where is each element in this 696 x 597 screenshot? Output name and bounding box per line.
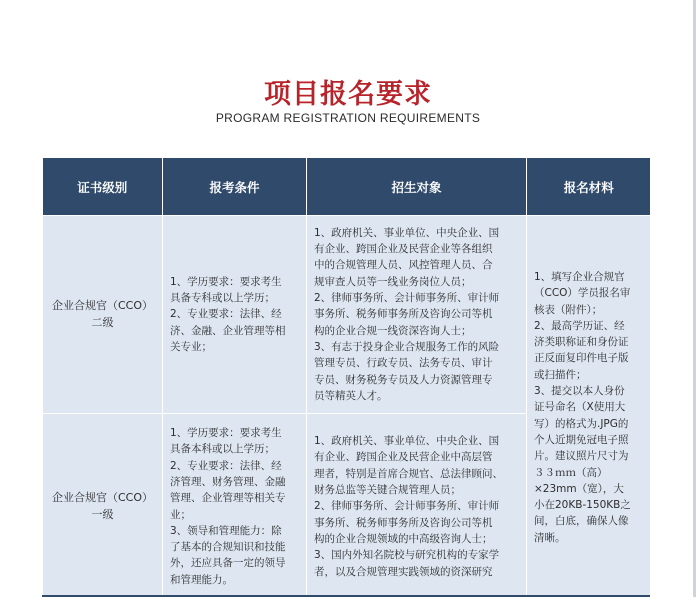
cert-level-cell — [43, 414, 163, 597]
conditions-text: 1、学历要求：要求考生 具备本科或以上学历； 2、专业要求：法律、经 济管理、财务管理、金融 管理、企业管理等相关专 业； 3、领导和管理能力：除 了基本的合规知识和技能 外，还应具备一定的领导 和管理能力。 — [170, 427, 286, 586]
targets-text: 1、政府机关、事业单位、中央企业、国 有企业、跨国企业及民营企业等各组织 中的合规管理人员、风控管理人员、合 规审查人员等一线业务岗位人员； 2、律师事务所、会计师事务所、审计师 事务所、税务师事务所及咨询公司等机 构的企业合规一线资深咨询人士； 3、有志于投身企业合规服务工作的风险 管理专员、行政专员、法务专员、审计 专员、财务税务专员及人力资源管理专 员等精英人才。 — [314, 226, 500, 402]
page-title: 项目报名要求 — [264, 79, 432, 110]
targets-cell — [307, 414, 527, 597]
header-materials: 报名材料 — [527, 158, 651, 216]
requirements-table-container — [42, 158, 650, 597]
materials-text: 1、填写企业合规官 （CCO）学员报名审 核表（附件）； 2、最高学历证、经 济类职称证和身份证 正反面复印件电子版 或扫描件； 3、提交以本人身份 证号命名（X使用大 写）的格式为.JPG的 个人近期免冠电子照 片。建议照片尺寸为 ３３ｍｍ（高） ×23mm（宽），大 小在20KB-150KB之 间，白底，确保人像 清晰。 — [534, 270, 631, 544]
targets-text: 1、政府机关、事业单位、中央企业、国 有企业、跨国企业及民营企业中高层管 理者，特别是首席合规官、总法律顾问、 财务总监等关键合规管理人员； 2、律师事务所、会计师事务所、审计师 事务所、税务师事务所及咨询公司等机 构的企业合规领域的中高级咨询人士； 3、国内外知名院校与研究机构的专家学 者，以及合规管理实践领域的资深研究 — [314, 435, 503, 578]
cert-level-text: 企业合规官（CCO） 一级 — [51, 491, 154, 521]
requirements-table — [42, 158, 650, 597]
conditions-cell — [163, 216, 307, 414]
table-header-row — [43, 158, 651, 216]
materials-cell — [527, 216, 651, 597]
cert-level-cell — [43, 216, 163, 414]
cert-level-text: 企业合规官（CCO） 二级 — [51, 299, 154, 329]
header-conditions: 报考条件 — [163, 158, 307, 216]
page-subtitle: PROGRAM REGISTRATION REQUIREMENTS — [215, 111, 481, 125]
table-row — [43, 216, 651, 414]
header-cert-level: 证书级别 — [43, 158, 163, 216]
conditions-text: 1、学历要求：要求考生 具备专科或以上学历； 2、专业要求：法律、经 济、金融、企业管理等相 关专业； — [170, 275, 286, 353]
header-targets: 招生对象 — [307, 158, 527, 216]
conditions-cell — [163, 414, 307, 597]
targets-cell — [307, 216, 527, 414]
